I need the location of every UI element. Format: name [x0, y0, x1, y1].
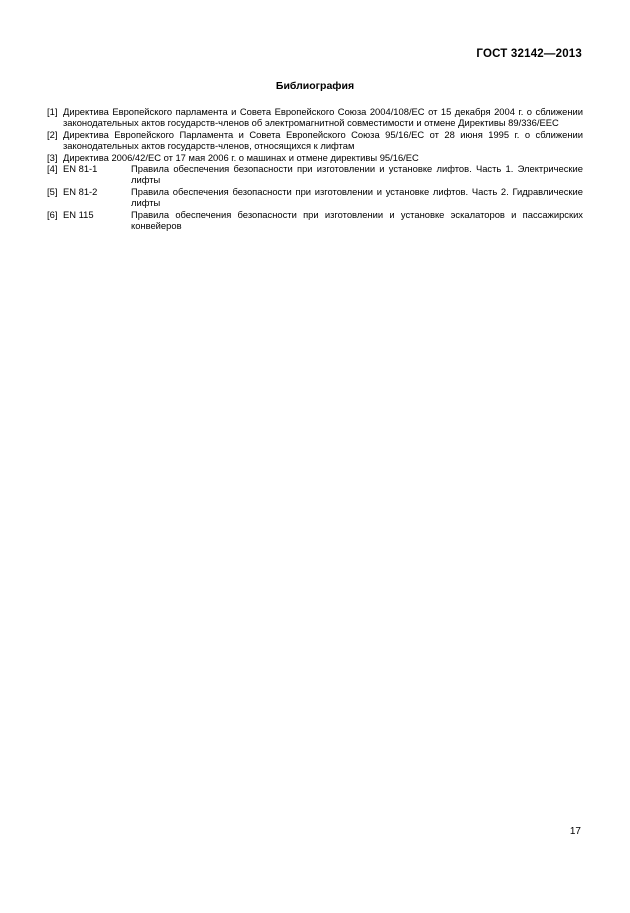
bibliography-entry-6 — [47, 209, 583, 232]
entry-standard-code: EN 81-2 — [63, 185, 98, 197]
bibliography-entry-4 — [47, 163, 583, 186]
entry-standard-code: EN 81-1 — [63, 163, 98, 175]
entry-text: Директива Европейского парламента и Совета Европейского Союза 2004/108/ЕС от 15 декабря 2004 г. о сближении законодательных актов государств-членов об электромагнитной совместимости и отмене Директивы 89/336/ЕЕС — [63, 106, 583, 129]
bibliography-title: Библиография — [275, 80, 355, 92]
entry-number: [6] — [47, 208, 58, 220]
entry-number: [1] — [47, 106, 58, 117]
entry-text: Директива Европейского Парламента и Совета Европейского Союза 95/16/ЕС от 28 июня 1995 г. о сближении законодательных актов государств-членов, относящихся к лифтам — [63, 128, 583, 152]
entry-number: [3] — [47, 151, 58, 163]
bibliography-entry-2 — [47, 129, 583, 152]
bibliography-entry-3 — [47, 152, 583, 163]
document-code: ГОСТ 32142—2013 — [476, 48, 582, 60]
entry-text: Директива 2006/42/ЕС от 17 мая 2006 г. о машинах и отмене директивы 95/16/ЕС — [63, 151, 419, 163]
entry-text: Правила обеспечения безопасности при изготовлении и установке лифтов. Часть 1. Электрические лифты — [131, 163, 583, 186]
page-number: 17 — [569, 826, 581, 837]
entry-number: [5] — [47, 185, 58, 197]
bibliography-entry-1 — [47, 106, 583, 129]
entry-text: Правила обеспечения безопасности при изготовлении и установке лифтов. Часть 2. Гидравлические лифты — [131, 185, 583, 209]
entry-text: Правила обеспечения безопасности при изготовлении и установке эскалаторов и пассажирских конвейеров — [131, 208, 583, 232]
entry-number: [2] — [47, 128, 58, 140]
entry-number: [4] — [47, 163, 58, 175]
bibliography-list — [47, 106, 583, 231]
bibliography-entry-5 — [47, 186, 583, 209]
entry-standard-code: EN 115 — [63, 208, 94, 220]
